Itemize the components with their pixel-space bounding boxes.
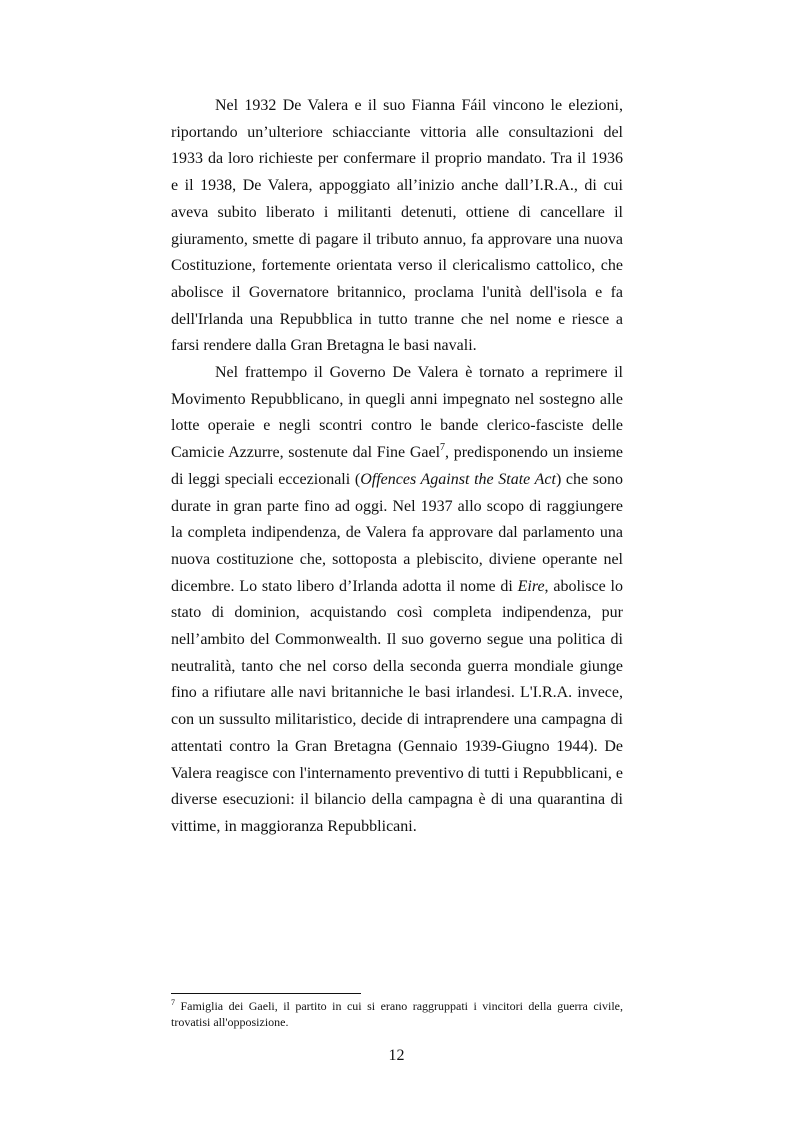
- page-number: 12: [388, 1047, 405, 1064]
- footnote-text: Famiglia dei Gaeli, il partito in cui si erano raggruppati i vincitori della guerra civile, trovatisi all'opposizione.: [171, 999, 623, 1029]
- paragraph-2: [171, 360, 623, 841]
- paragraph-1-text: Nel 1932 De Valera e il suo Fianna Fáil vincono le elezioni, riportando un’ulteriore schiacciante vittoria alle consultazioni del 1933 da loro richieste per confermare il proprio mandato. Tra il 1936 e il 1938, De Valera, appoggiato all’inizio anche dall’I.R.A., di cui aveva subito liberato i militanti detenuti, ottiene di cancellare il giuramento, smette di pagare il tributo annuo, fa approvare una nuova Costituzione, fortemente orientata verso il clericalismo cattolico, che abolisce il Governatore britannico, proclama l'unità dell'isola e fa dell'Irlanda una Repubblica in tutto tranne che nel nome e riesce a farsi rendere dalla Gran Bretagna le basi navali.: [171, 97, 623, 355]
- paragraph-2-text-d: , abolisce lo stato di dominion, acquistando così completa indipendenza, pur nell’ambito del Commonwealth. Il suo governo segue una politica di neutralità, tanto che nel corso della seconda guerra mondiale giunge fino a rifiutare alle navi britanniche le basi irlandesi. L'I.R.A. invece, con un sussulto militaristico, decide di intraprendere una campagna di attentati contro la Gran Bretagna (Gennaio 1939-Giugno 1944). De Valera reagisce con l'internamento preventivo di tutti i Repubblicani, e diverse esecuzioni: il bilancio della campagna è di una quarantina di vittime, in maggioranza Repubblicani.: [171, 577, 623, 835]
- act-title: Offences Against the State Act: [360, 470, 556, 488]
- footnote-number: 7: [171, 998, 175, 1007]
- footnote-separator: [171, 993, 361, 994]
- footnote-reference[interactable]: 7: [440, 442, 446, 454]
- footnote: [171, 998, 623, 1030]
- body-text: [171, 93, 623, 841]
- paragraph-1: [171, 93, 623, 360]
- paragraph-2-text-a: Nel frattempo il Governo De Valera è tornato a reprimere il Movimento Repubblicano, in quegli anni impegnato nel sostegno alle lotte operaie e negli scontri contro le bande clerico-fasciste delle Camicie Azzurre, sostenute dal Fine Gael: [171, 364, 623, 462]
- paragraph-2-text-c: ) che sono durate in gran parte fino ad oggi. Nel 1937 allo scopo di raggiungere la completa indipendenza, de Valera fa approvare dal parlamento una nuova costituzione che, sottoposta a plebiscito, diviene operante nel dicembre. Lo stato libero d’Irlanda adotta il nome di: [171, 470, 623, 595]
- eire-name: Eire: [517, 577, 545, 595]
- paragraph-2-text-b: , predisponendo un insieme di leggi speciali eccezionali (: [171, 444, 624, 488]
